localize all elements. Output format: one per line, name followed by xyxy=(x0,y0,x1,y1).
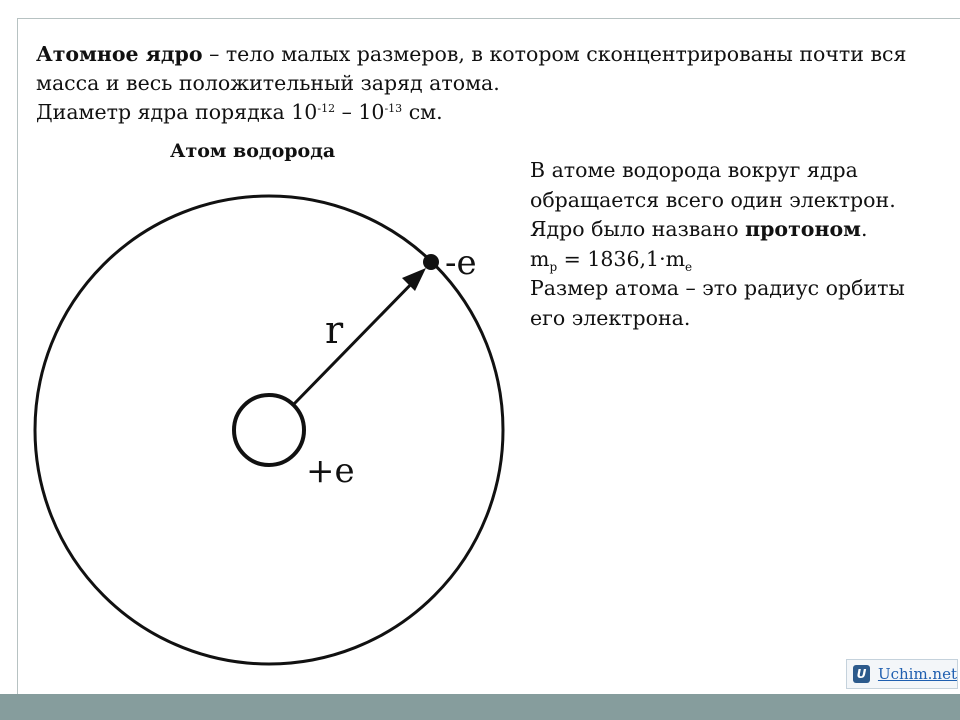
side-text-block xyxy=(530,156,950,333)
diameter-suffix: см. xyxy=(402,100,443,124)
mass-mid: = 1836,1·m xyxy=(557,246,686,271)
side-line-2: обращается всего один электрон. xyxy=(530,187,896,212)
radius-arrowhead xyxy=(402,268,426,291)
uchim-link[interactable]: Uchim.net xyxy=(877,665,957,683)
nucleus-circle xyxy=(234,395,304,465)
uchim-logo-icon: U xyxy=(853,665,870,683)
side-line-6: его электрона. xyxy=(530,305,691,330)
diameter-exponent-2: -13 xyxy=(384,102,403,115)
side-line-5: Размер атома – это радиус орбиты xyxy=(530,276,905,300)
electron-label: -e xyxy=(445,243,477,283)
term-atomic-nucleus: Атомное ядро xyxy=(36,42,203,66)
uchim-watermark[interactable] xyxy=(846,659,958,689)
nucleus-label: +e xyxy=(306,451,355,491)
proton-term: протоном xyxy=(745,217,861,241)
figure-title: Атом водорода xyxy=(170,140,336,162)
diameter-middle: – 10 xyxy=(335,100,385,124)
side-line-1: В атоме водорода вокруг ядра xyxy=(530,158,858,182)
footer-bar xyxy=(0,694,960,720)
side-line-3-prefix: Ядро было названо xyxy=(530,217,746,241)
diameter-prefix: Диаметр ядра порядка 10 xyxy=(36,100,318,124)
mass-m: m xyxy=(530,246,550,271)
mass-sub-p: p xyxy=(549,259,558,274)
side-line-3-suffix: . xyxy=(860,217,868,241)
diameter-exponent-1: -12 xyxy=(317,102,336,115)
radius-label: r xyxy=(325,308,344,352)
electron-dot xyxy=(423,254,439,270)
side-line-3 xyxy=(530,215,950,245)
mass-relation xyxy=(530,245,950,275)
definition-text: – тело малых размеров, в котором сконцентрированы почти вся масса и весь положительный заряд атома. xyxy=(36,42,907,95)
radius-line xyxy=(293,275,420,405)
mass-sub-e: e xyxy=(685,259,693,274)
